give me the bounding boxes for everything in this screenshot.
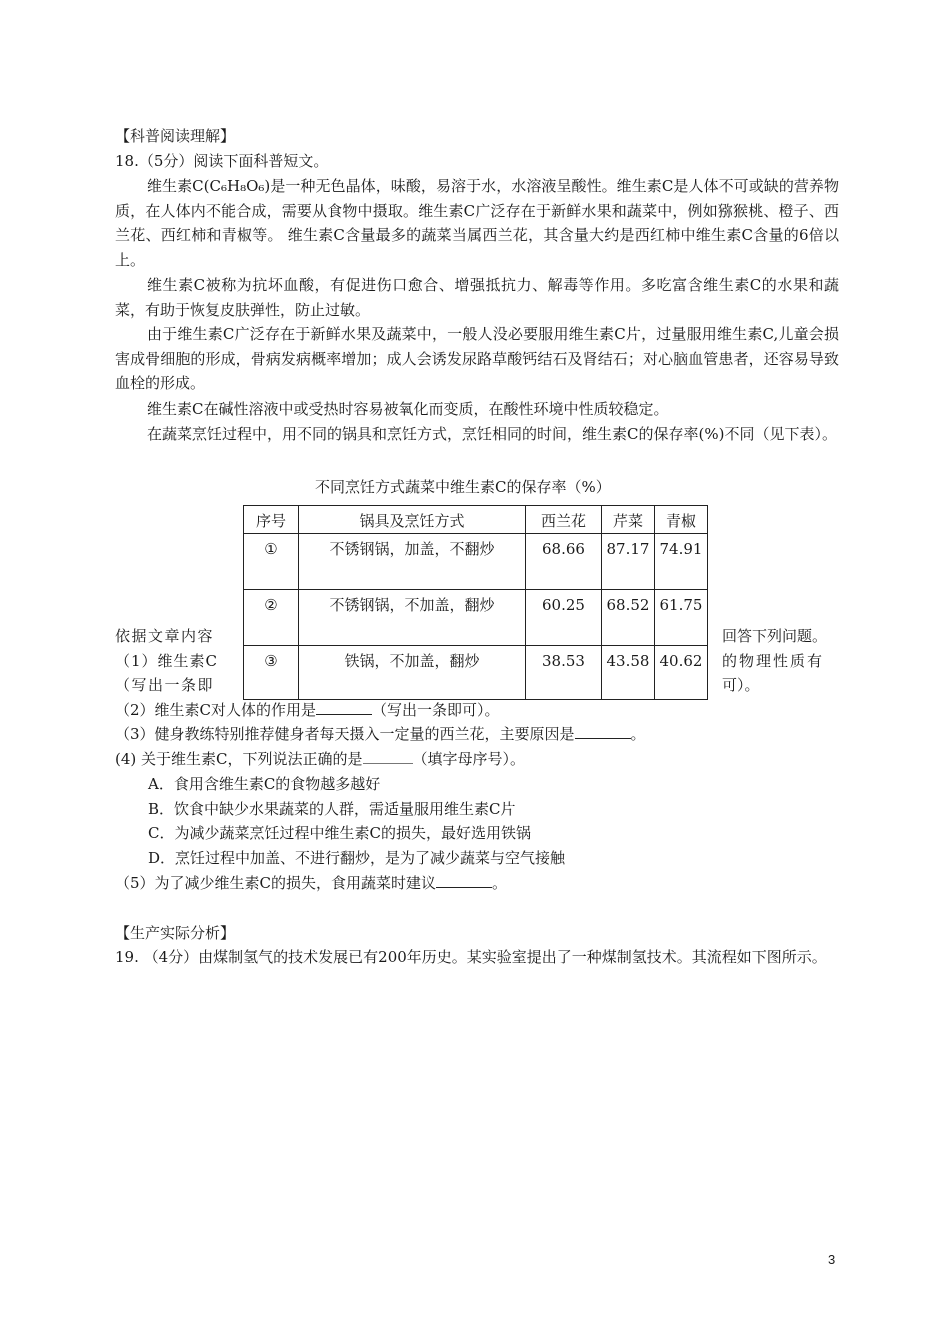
- cell-broccoli: 60.25: [526, 590, 602, 646]
- question-19: 19. （4分）由煤制氢气的技术发展已有200年历史。某实验室提出了一种煤制氢技术。其流程如下图所示。: [115, 948, 827, 966]
- cell-method: 铁锅，不加盖，翻炒: [299, 646, 526, 700]
- header-pepper: 青椒: [655, 506, 708, 534]
- header-celery: 芹菜: [602, 506, 655, 534]
- page-number: 3: [828, 1252, 836, 1267]
- side-text-right-1: 回答下列问题。: [722, 627, 828, 645]
- cell-method: 不锈钢锅，不加盖，翻炒: [299, 590, 526, 646]
- header-method: 锅具及烹饪方式: [299, 506, 526, 534]
- question-3: （3）健身教练特别推荐健身者每天摄入一定量的西兰花，主要原因是 。: [115, 725, 646, 743]
- cell-broccoli: 38.53: [526, 646, 602, 700]
- table-row: [244, 646, 708, 700]
- side-text-right-3: 可）。: [722, 676, 760, 694]
- cell-broccoli: 68.66: [526, 534, 602, 590]
- question-2: （2）维生素C对人体的作用是 （写出一条即可）。: [115, 701, 500, 719]
- option-c: C．为减少蔬菜烹饪过程中维生素C的损失，最好选用铁锅: [148, 824, 531, 842]
- cell-index: ③: [244, 646, 299, 700]
- question-5: （5）为了减少维生素C的损失，食用蔬菜时建议 。: [115, 874, 508, 892]
- paragraph-2: 维生素C被称为抗坏血酸，有促进伤口愈合、增强抵抗力、解毒等作用。多吃富含维生素C的水果和蔬菜，有助于恢复皮肤弹性，防止过敏。: [115, 276, 839, 319]
- header-index: 序号: [244, 506, 299, 534]
- side-text-right-2: 的物理性质有: [722, 652, 825, 670]
- question-18-header: 18.（5分）阅读下面科普短文。: [115, 152, 329, 170]
- cell-pepper: 40.62: [655, 646, 708, 700]
- answer-blank[interactable]: [436, 873, 492, 888]
- cell-method: 不锈钢锅，加盖，不翻炒: [299, 534, 526, 590]
- header-broccoli: 西兰花: [526, 506, 602, 534]
- option-b: B．饮食中缺少水果蔬菜的人群，需适量服用维生素C片: [148, 800, 516, 818]
- option-a: A．食用含维生素C的食物越多越好: [148, 775, 381, 793]
- answer-blank[interactable]: [363, 749, 413, 764]
- answer-blank[interactable]: [316, 700, 372, 715]
- paragraph-1: 维生素C(C₆H₈O₆)是一种无色晶体，味酸，易溶于水，水溶液呈酸性。维生素C是人体不可或缺的营养物质，在人体内不能合成，需要从食物中摄取。维生素C广泛存在于新鲜水果和蔬菜中，例如猕猴桃、橙子、西兰花、西红柿和青椒等。 维生素C含量最多的蔬菜当属西兰花，其含量大约是西红柿中维生素C含量的6倍以上。: [115, 177, 839, 269]
- table-row: [244, 590, 708, 646]
- side-text-left-3: （写出一条即: [115, 676, 215, 694]
- section-heading-reading: 【科普阅读理解】: [115, 127, 236, 145]
- side-text-left-1: 依据文章内容: [115, 627, 215, 645]
- cell-index: ①: [244, 534, 299, 590]
- section-heading-production: 【生产实际分析】: [115, 924, 236, 942]
- paragraph-4: 维生素C在碱性溶液中或受热时容易被氧化而变质，在酸性环境中性质较稳定。: [147, 400, 669, 418]
- cell-celery: 68.52: [602, 590, 655, 646]
- table-header-row: [244, 506, 708, 534]
- cell-celery: 87.17: [602, 534, 655, 590]
- table-caption: 不同烹饪方式蔬菜中维生素C的保存率（%）: [315, 478, 611, 496]
- cell-celery: 43.58: [602, 646, 655, 700]
- cell-pepper: 74.91: [655, 534, 708, 590]
- paragraph-5: 在蔬菜烹饪过程中，用不同的锅具和烹饪方式，烹饪相同的时间，维生素C的保存率(%)不同（见下表）。: [147, 425, 837, 443]
- paragraph-3: 由于维生素C广泛存在于新鲜水果及蔬菜中，一般人没必要服用维生素C片，过量服用维生素C,儿童会损害成骨细胞的形成，骨病发病概率增加；成人会诱发尿路草酸钙结石及肾结石；对心脑血管患者，还容易导致血栓的形成。: [115, 325, 839, 392]
- table-row: [244, 534, 708, 590]
- option-d: D．烹饪过程中加盖、不进行翻炒，是为了减少蔬菜与空气接触: [148, 849, 566, 867]
- answer-blank[interactable]: [575, 724, 631, 739]
- cell-pepper: 61.75: [655, 590, 708, 646]
- question-4: (4) 关于维生素C，下列说法正确的是 （填字母序号）。: [115, 750, 526, 768]
- retention-table: [243, 505, 708, 700]
- cell-index: ②: [244, 590, 299, 646]
- side-text-left-2: （1）维生素C: [115, 652, 219, 670]
